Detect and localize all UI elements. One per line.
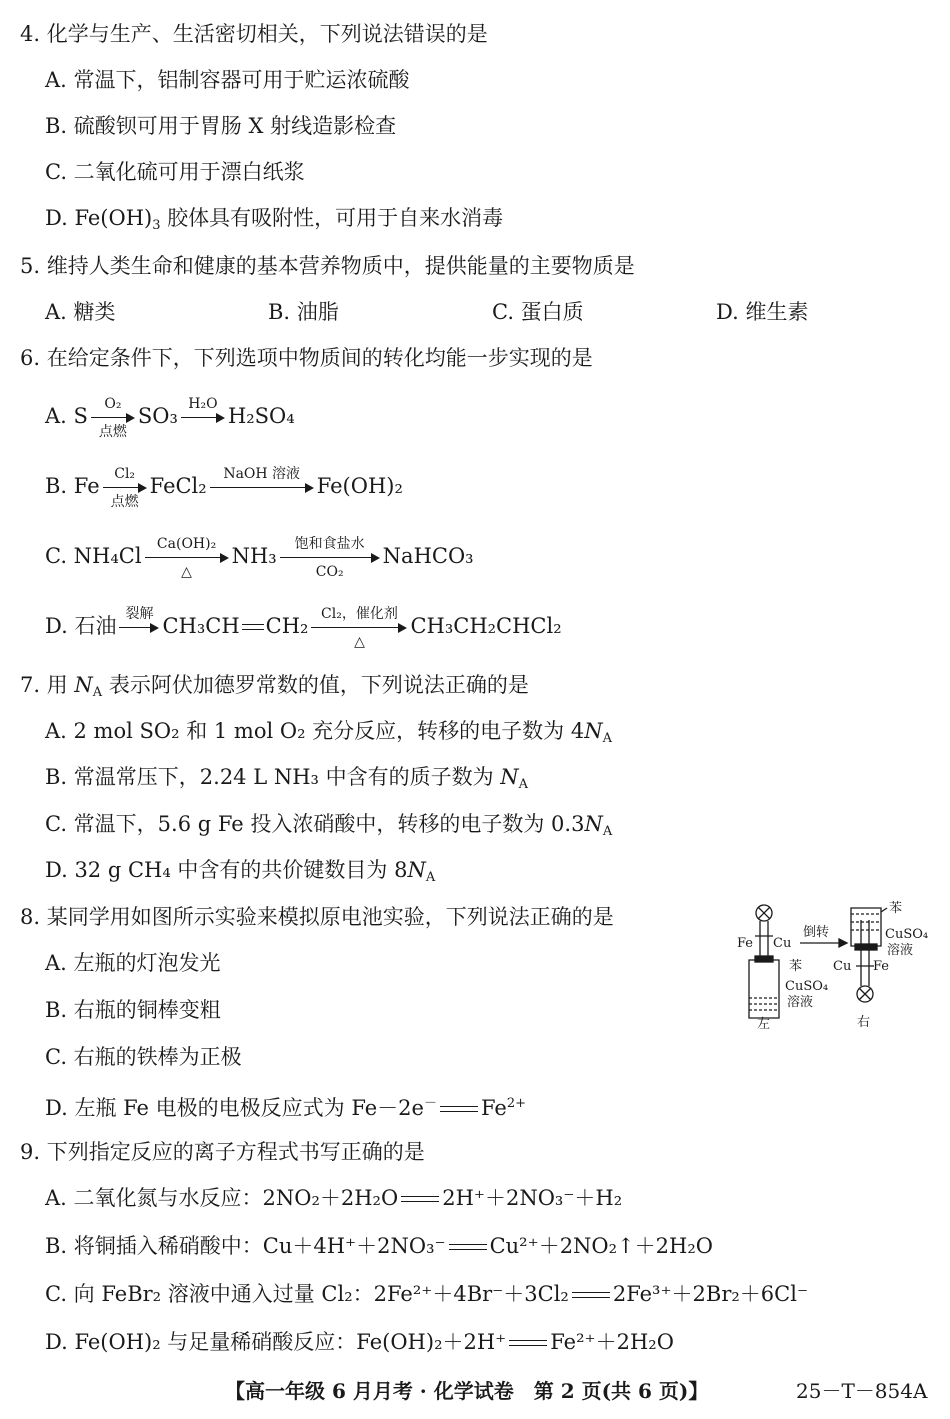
q7-option-a: A. 2 mol SO₂ 和 1 mol O₂ 充分反应，转移的电子数为 $4N_A$ xyxy=(45,719,612,746)
reaction-arrow: H₂O xyxy=(181,396,225,440)
reaction-arrow: Cl₂ 点燃 xyxy=(103,466,147,510)
q6-option-c: C. NH₄Cl Ca(OH)₂ △ NH₃ 饱和食盐水 CO₂ NaHCO₃ xyxy=(45,535,474,580)
q9-option-c: C. 向 FeBr₂ 溶液中通入过量 Cl₂：2Fe²⁺＋4Br⁻＋3Cl₂ 2Fe³⁺＋2Br₂＋6Cl⁻ xyxy=(45,1282,809,1306)
q7-option-b: B. 常温常压下，2.24 L NH₃ 中含有的质子数为 $N_A$ xyxy=(45,765,529,792)
q9-option-d: D. Fe(OH)₂ 与足量稀硝酸反应：Fe(OH)₂＋2H⁺ Fe²⁺＋2H₂O xyxy=(45,1330,674,1354)
equals-sign xyxy=(572,1291,610,1301)
svg-text:溶液: 溶液 xyxy=(787,995,814,1010)
q4-stem: 4. 化学与生产、生活密切相关，下列说法错误的是 xyxy=(20,22,488,46)
battery-apparatus-figure xyxy=(735,898,935,1033)
reaction-arrow: Ca(OH)₂ △ xyxy=(145,536,229,580)
q8-stem: 8. 某同学用如图所示实验来模拟原电池实验，下列说法正确的是 xyxy=(20,905,614,929)
q6-stem: 6. 在给定条件下，下列选项中物质间的转化均能一步实现的是 xyxy=(20,346,593,370)
q6-option-d: D. 石油 裂解 CH₃CH CH₂ Cl₂，催化剂 △ CH₃CH₂CHCl₂ xyxy=(45,605,562,650)
double-bond xyxy=(242,623,264,633)
svg-text:Cu: Cu xyxy=(773,936,792,951)
left-bottle xyxy=(749,960,779,1018)
q5-option-d: D. 维生素 xyxy=(716,300,809,324)
q9-option-a: A. 二氧化氮与水反应：2NO₂＋2H₂O 2H⁺＋2NO₃⁻＋H₂ xyxy=(45,1186,623,1210)
q4-option-c: C. 二氧化硫可用于漂白纸浆 xyxy=(45,160,305,184)
svg-text:左: 左 xyxy=(757,1017,771,1032)
equals-sign xyxy=(401,1195,439,1205)
q7-option-d: D. 32 g CH₄ 中含有的共价键数目为 $8N_A$ xyxy=(45,858,436,885)
page-footer-code: 25－T－854A xyxy=(796,1379,928,1403)
q5-option-c: C. 蛋白质 xyxy=(492,300,584,324)
svg-text:倒转: 倒转 xyxy=(803,925,830,940)
reaction-arrow: O₂ 点燃 xyxy=(91,396,135,440)
q8-option-d: D. 左瓶 Fe 电极的电极反应式为 Fe－2e－ $Fe^{2+}$ xyxy=(45,1096,526,1120)
q5-option-b: B. 油脂 xyxy=(268,300,339,324)
q4-option-b: B. 硫酸钡可用于胃肠 X 射线造影检查 xyxy=(45,114,397,138)
reaction-arrow: Cl₂，催化剂 △ xyxy=(311,606,407,650)
q5-stem: 5. 维持人类生命和健康的基本营养物质中，提供能量的主要物质是 xyxy=(20,254,635,278)
svg-text:CuSO₄: CuSO₄ xyxy=(885,927,929,942)
equals-sign xyxy=(440,1105,478,1115)
q7-stem: 7. 用 $N_A$ 表示阿伏加德罗常数的值，下列说法正确的是 xyxy=(20,673,529,700)
reaction-arrow: NaOH 溶液 xyxy=(210,466,314,510)
svg-text:溶液: 溶液 xyxy=(887,943,914,958)
svg-text:苯: 苯 xyxy=(889,901,903,916)
q4-option-a: A. 常温下，铝制容器可用于贮运浓硫酸 xyxy=(45,68,410,92)
q8-option-a: A. 左瓶的灯泡发光 xyxy=(45,951,221,975)
q9-stem: 9. 下列指定反应的离子方程式书写正确的是 xyxy=(20,1140,425,1164)
svg-text:Fe: Fe xyxy=(737,936,754,951)
svg-text:Fe: Fe xyxy=(873,959,890,974)
equals-sign xyxy=(449,1243,487,1253)
svg-text:苯: 苯 xyxy=(789,959,803,974)
q8-option-c: C. 右瓶的铁棒为正极 xyxy=(45,1045,242,1069)
equals-sign xyxy=(509,1339,547,1349)
reaction-arrow: 裂解 xyxy=(119,606,159,650)
q6-option-a: A. S O₂ 点燃 SO₃ H₂O H₂SO₄ xyxy=(45,395,295,440)
q5-option-a: A. 糖类 xyxy=(45,300,116,324)
reaction-arrow: 饱和食盐水 CO₂ xyxy=(280,536,380,580)
q6-option-b: B. Fe Cl₂ 点燃 FeCl₂ NaOH 溶液 Fe(OH)₂ xyxy=(45,465,403,510)
q4-option-d: D. $Fe(OH)_3$ 胶体具有吸附性，可用于自来水消毒 xyxy=(45,206,504,233)
q8-option-b: B. 右瓶的铜棒变粗 xyxy=(45,998,221,1022)
svg-text:Cu: Cu xyxy=(833,959,852,974)
page-footer-title: 【高一年级 6 月月考 · 化学试卷 第 2 页(共 6 页)】 xyxy=(225,1379,709,1403)
q7-option-c: C. 常温下，5.6 g Fe 投入浓硝酸中，转移的电子数为 $0.3N_A$ xyxy=(45,812,613,839)
svg-text:CuSO₄: CuSO₄ xyxy=(785,979,829,994)
svg-text:右: 右 xyxy=(857,1015,871,1030)
q9-option-b: B. 将铜插入稀硝酸中：Cu＋4H⁺＋2NO₃⁻ Cu²⁺＋2NO₂↑＋2H₂O xyxy=(45,1234,713,1258)
